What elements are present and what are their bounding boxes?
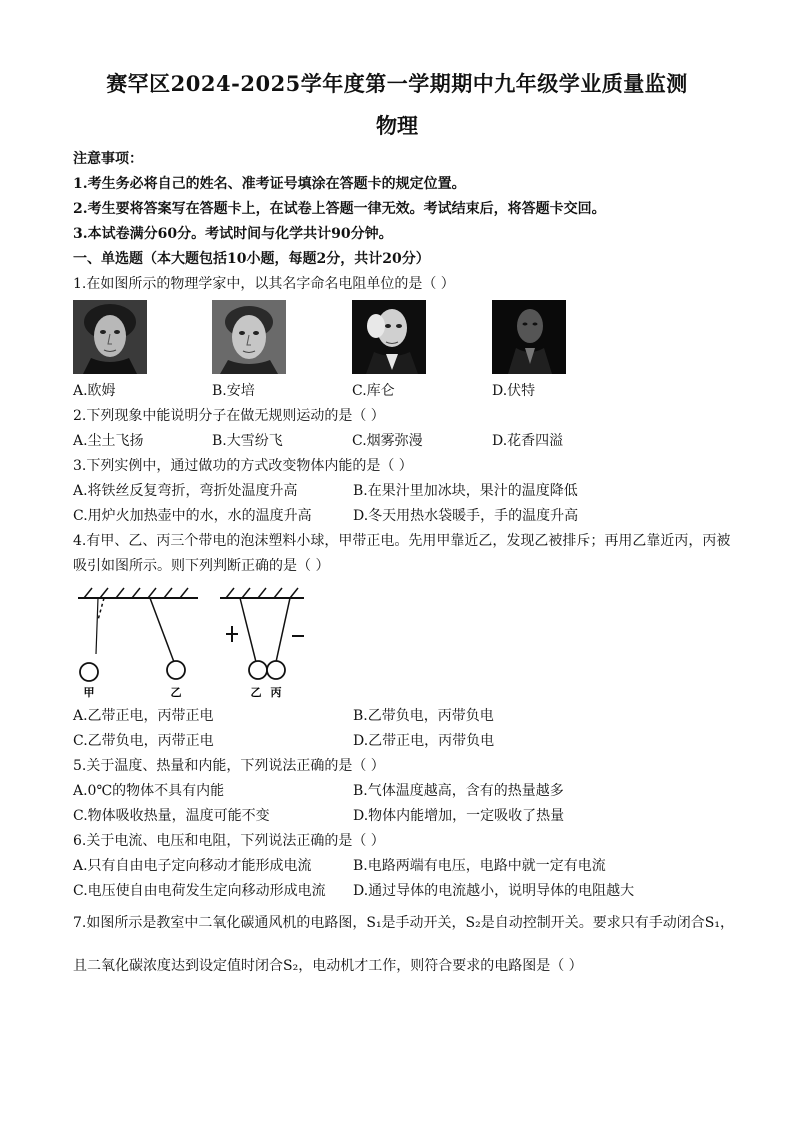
q2-option-b: B.大雪纷飞: [212, 433, 283, 449]
question-4-stem-line1: 4.有甲、乙、丙三个带电的泡沫塑料小球，甲带正电。先用甲靠近乙，发现乙被排斥；再用乙靠近丙，丙被: [73, 533, 731, 549]
q6-option-d: D.通过导体的电流越小，说明导体的电阻越大: [353, 883, 635, 899]
ceiling-left: [78, 588, 198, 598]
q2-option-a: A.尘土飞扬: [73, 433, 144, 449]
ball-yi-1: [167, 661, 185, 679]
q2-option-c: C.烟雾弥漫: [352, 433, 423, 449]
exam-title: 赛罕区2024-2025学年度第一学期期中九年级学业质量监测: [106, 71, 688, 96]
q1-option-d: D.伏特: [492, 383, 536, 399]
label-yi-1: 乙: [170, 686, 182, 699]
q6-option-c: C.电压使自由电荷发生定向移动形成电流: [73, 883, 326, 899]
q6-option-b: B.电路两端有电压，电路中就一定有电流: [353, 858, 606, 874]
question-7-stem-line1: 7.如图所示是教室中二氧化碳通风机的电路图，S₁是手动开关，S₂是自动控制开关。要求只有手动闭合S₁，: [73, 915, 734, 931]
q5-option-d: D.物体内能增加，一定吸收了热量: [353, 808, 565, 824]
q5-option-a: A.0℃的物体不具有内能: [73, 783, 225, 799]
question-5-stem: 5.关于温度、热量和内能，下列说法正确的是（ ）: [73, 758, 385, 774]
q4-option-d: D.乙带正电，丙带负电: [353, 733, 495, 749]
q2-option-d: D.花香四溢: [492, 433, 564, 449]
question-3-stem: 3.下列实例中，通过做功的方式改变物体内能的是（ ）: [73, 458, 413, 474]
question-4-stem-line2: 吸引如图所示。则下列判断正确的是（ ）: [73, 558, 330, 574]
portrait-ampere: [212, 300, 286, 374]
q1-option-a: A.欧姆: [73, 383, 116, 399]
q4-option-a: A.乙带正电，丙带正电: [73, 708, 214, 724]
portrait-ohm: [73, 300, 147, 374]
question-2-stem: 2.下列现象中能说明分子在做无规则运动的是（ ）: [73, 408, 385, 424]
section-heading: 一、单选题（本大题包括10小题，每题2分，共计20分）: [73, 251, 430, 267]
ball-jia: [80, 663, 98, 681]
note-item-3: 3.本试卷满分60分。考试时间与化学共计90分钟。: [73, 226, 393, 242]
q4-pendulum-figure: [70, 584, 320, 700]
q3-option-d: D.冬天用热水袋暖手，手的温度升高: [353, 508, 579, 524]
q4-option-c: C.乙带负电，丙带正电: [73, 733, 214, 749]
label-bing: 丙: [270, 686, 282, 699]
portrait-volta: [492, 300, 566, 374]
q3-option-b: B.在果汁里加冰块，果汁的温度降低: [353, 483, 578, 499]
q1-option-b: B.安培: [212, 383, 255, 399]
q6-option-a: A.只有自由电子定向移动才能形成电流: [73, 858, 312, 874]
q1-option-c: C.库仑: [352, 383, 395, 399]
ceiling-right: [220, 588, 304, 598]
exam-subject: 物理: [376, 113, 418, 138]
note-item-1: 1.考生务必将自己的姓名、准考证号填涂在答题卡的规定位置。: [73, 176, 466, 192]
q4-option-b: B.乙带负电，丙带负电: [353, 708, 494, 724]
question-6-stem: 6.关于电流、电压和电阻，下列说法正确的是（ ）: [73, 833, 385, 849]
ball-bing: [267, 661, 285, 679]
q3-option-c: C.用炉火加热壶中的水，水的温度升高: [73, 508, 312, 524]
label-jia: 甲: [83, 686, 95, 699]
question-1-stem: 1.在如图所示的物理学家中，以其名字命名电阻单位的是（ ）: [73, 276, 455, 292]
q3-option-a: A.将铁丝反复弯折，弯折处温度升高: [73, 483, 298, 499]
note-item-2: 2.考生要将答案写在答题卡上，在试卷上答题一律无效。考试结束后，将答题卡交回。: [73, 201, 606, 217]
q5-option-b: B.气体温度越高，含有的热量越多: [353, 783, 564, 799]
notes-heading: 注意事项：: [73, 151, 143, 167]
portrait-coulomb: [352, 300, 426, 374]
label-yi-2: 乙: [250, 686, 262, 699]
ball-yi-2: [249, 661, 267, 679]
q5-option-c: C.物体吸收热量，温度可能不变: [73, 808, 270, 824]
question-7-stem-line2: 且二氧化碳浓度达到设定值时闭合S₂，电动机才工作，则符合要求的电路图是（ ）: [73, 958, 583, 974]
